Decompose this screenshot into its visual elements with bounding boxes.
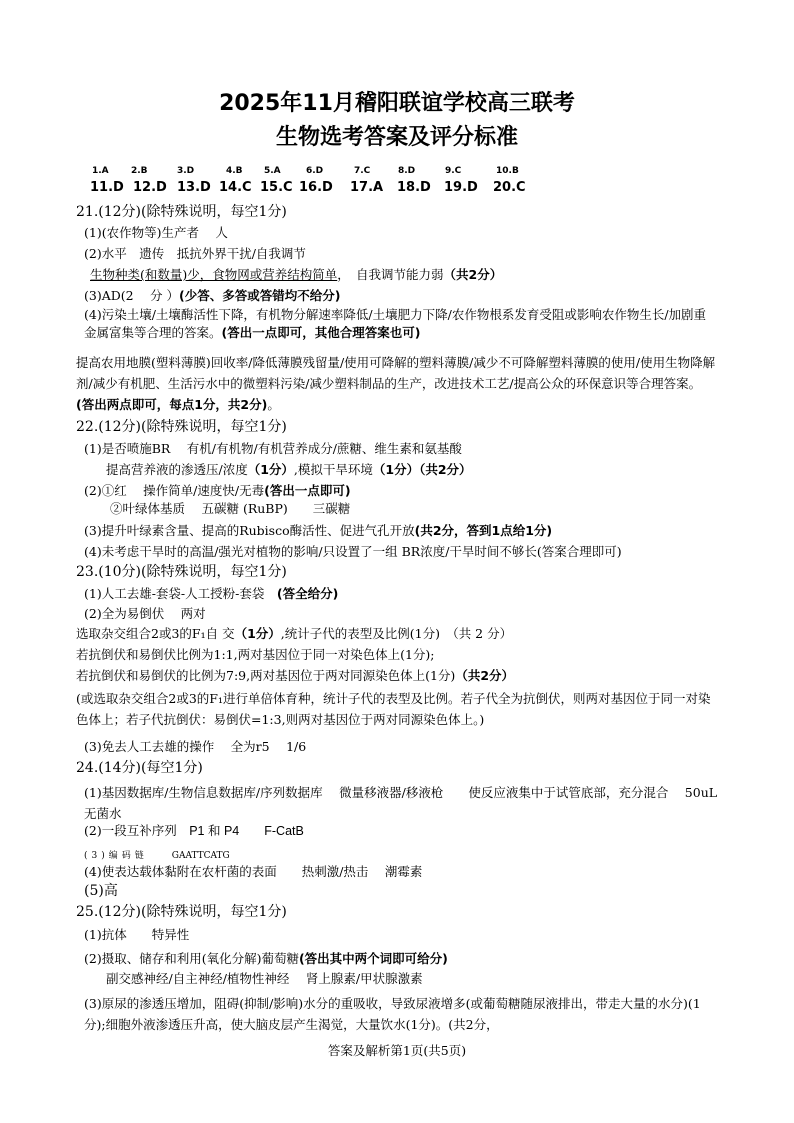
q23-answer-2b-text2: ,统计子代的表型及比例(1分) （共 2 分） — [280, 626, 513, 641]
q22-score-note-1: （1分） — [247, 462, 294, 477]
exam-subtitle: 生物选考答案及评分标准 — [275, 125, 518, 150]
mc-answer-1: 1.A — [92, 166, 109, 176]
q21-answer-2b-underlined: 生物种类(和数量)少，食物网或营养结构简单 — [90, 267, 338, 282]
mc-answer-4: 4.B — [226, 166, 243, 176]
q24-answer-3-label: (3)编码链 — [84, 851, 148, 861]
q22-answer-2b: ②叶绿体基质 五碳糖 (RuBP) 三碳糖 — [110, 501, 351, 516]
mc-answer-11: 11.D — [90, 180, 124, 195]
q23-score-note-1: (答全给分) — [276, 586, 339, 601]
q23-answer-2b-text: 选取杂交组合2或3的F₁自 交 — [76, 626, 235, 641]
q23-heading: 23.(10分)(除特殊说明，每空1分) — [76, 564, 287, 580]
q22-answer-4: (4)未考虑干旱时的高温/强光对植物的影响/只设置了一组 BR浓度/干旱时间不够长(答案合理即可) — [84, 544, 622, 559]
q23-answer-2d — [76, 667, 726, 685]
q22-heading: 22.(12分)(除特殊说明，每空1分) — [76, 419, 287, 435]
q24-answer-4: (4)使表达载体黏附在农杆菌的表面 热刺激/热击 潮霉素 — [84, 864, 423, 879]
mc-answer-2: 2.B — [131, 166, 148, 176]
mc-answer-14: 14.C — [219, 180, 252, 195]
q21-answer-2b — [90, 266, 740, 284]
q23-answer-2b — [76, 625, 726, 643]
q21-score-note-4: (答出两点即可，每点1分，共2分) — [76, 397, 268, 412]
q24-answer-3 — [84, 845, 734, 865]
q22-score-note-3: (答出一点即可) — [264, 483, 351, 498]
mc-answer-18: 18.D — [397, 180, 431, 195]
q24-answer-3-seq: GAATTCATG — [171, 851, 230, 861]
q23-answer-1-text: (1)人工去雄-套袋-人工授粉-套袋 — [84, 586, 277, 601]
q23-answer-2c: 若抗倒伏和易倒伏比例为1:1,两对基因位于同一对染色体上(1分); — [76, 647, 435, 662]
q21-heading: 21.(12分)(除特殊说明，每空1分) — [76, 204, 287, 220]
q25-answer-2-text: (2)摄取、储存和利用(氧化分解)葡萄糖 — [84, 951, 299, 966]
q22-answer-1: (1)是否喷施BR 有机/有机物/有机营养成分/蔗糖、维生素和氨基酸 — [84, 441, 462, 456]
q25-answer-1: (1)抗体 特异性 — [84, 927, 190, 942]
q25-score-note-1: (答出其中两个词即可给分) — [298, 951, 448, 966]
q21-answer-5-end: 。 — [267, 397, 280, 412]
q24-answer-1: (1)基因数据库/生物信息数据库/序列数据库 微量移液器/移液枪 使反应液集中于试管底部，充分混合 50uL 无菌水 — [84, 785, 730, 821]
mc-answer-6: 6.D — [306, 166, 324, 176]
q22-answer-2 — [84, 482, 734, 500]
mc-answer-8: 8.D — [398, 166, 416, 176]
mc-answer-10: 10.B — [496, 166, 519, 176]
q22-answer-1b-text2: ,模拟干旱环境 — [293, 462, 373, 477]
mc-answer-12: 12.D — [133, 180, 167, 195]
mc-answer-3: 3.D — [177, 166, 195, 176]
q23-answer-3: (3)免去人工去雄的操作 全为r5 1/6 — [84, 739, 307, 754]
mc-answer-7: 7.C — [354, 166, 371, 176]
q21-answer-4 — [84, 306, 718, 342]
mc-answer-20: 20.C — [493, 180, 526, 195]
exam-title: 2025年11月稽阳联谊学校高三联考 — [219, 91, 575, 116]
q23-answer-2: (2)全为易倒伏 两对 — [84, 606, 206, 621]
q22-answer-3-text: (3)提升叶绿素含量、提高的Rubisco酶活性、促进气孔开放 — [84, 523, 415, 538]
q24-heading: 24.(14分)(每空1分) — [76, 760, 203, 776]
q25-answer-3: (3)原尿的渗透压增加，阻碍(抑制/影响)水分的重吸收，导致尿液增多(或葡萄糖随尿液排出，带走大量的水分)(1分);细胞外液渗透压升高，使大脑皮层产生渴觉，大量饮水(1分)。(共2分， — [84, 996, 701, 1032]
q25-heading: 25.(12分)(除特殊说明，每空1分) — [76, 904, 287, 920]
mc-answer-17: 17.A — [350, 180, 384, 195]
q23-answer-1 — [84, 585, 734, 603]
mc-answer-15: 15.C — [260, 180, 293, 195]
q23-score-note-2: （1分） — [234, 626, 281, 641]
q21-answer-3 — [84, 287, 734, 305]
q21-score-note-3: (答出一点即可，其他合理答案也可) — [221, 325, 421, 340]
q21-score-note-1: （共2分） — [443, 267, 503, 282]
q22-answer-1b — [106, 461, 756, 479]
q22-answer-1b-text: 提高营养液的渗透压/浓度 — [106, 462, 248, 477]
mc-answer-16: 16.D — [299, 180, 333, 195]
q22-score-note-4: (共2分，答到1点给1分) — [414, 523, 553, 538]
q21-answer-2b-rest: ， 自我调节能力弱 — [337, 267, 444, 282]
q22-score-note-2: （1分）（共2分） — [372, 462, 472, 477]
q23-answer-2d-text: 若抗倒伏和易倒伏的比例为7:9,两对基因位于两对同源染色体上(1分) — [76, 668, 456, 683]
q21-answer-5-text: 提高农用地膜(塑料薄膜)回收率/降低薄膜残留量/使用可降解的塑料薄膜/减少不可降解塑料薄膜的使用/使用生物降解剂/减少有机肥、生活污水中的微塑料污染/减少塑料制品的生产，改进技术工艺/提高公众的环保意识等合理答案。 — [76, 355, 716, 391]
q21-answer-5 — [76, 352, 718, 415]
q25-answer-2b: 副交感神经/自主神经/植物性神经 肾上腺素/甲状腺激素 — [106, 971, 423, 986]
q25-answer-2 — [84, 950, 734, 968]
mc-answer-9: 9.C — [445, 166, 462, 176]
q21-answer-3-text: (3)AD(2 分 ） — [84, 288, 180, 303]
q24-answer-2-text: (2)一段互补序列 — [84, 823, 190, 838]
page-footer: 答案及解析第1页(共5页) — [327, 1043, 467, 1058]
q24-answer-2 — [84, 822, 734, 840]
q22-answer-2-text: (2)①红 操作简单/速度快/无毒 — [84, 483, 265, 498]
q24-answer-5: (5)高 — [84, 883, 118, 899]
mc-answer-19: 19.D — [444, 180, 478, 195]
q21-answer-4-text: (4)污染土壤/土壤酶活性下降，有机物分解速率降低/土壤肥力下降/农作物根系发育受阻或影响农作物生长/加剧重金属富集等合理的答案。 — [84, 307, 707, 340]
q22-answer-3 — [84, 522, 734, 540]
q24-answer-2-primers: P1 和 P4 F-CatB — [189, 824, 304, 838]
mc-answer-5: 5.A — [264, 166, 281, 176]
q21-answer-1: (1)(农作物等)生产者 人 — [84, 225, 228, 240]
q21-answer-2: (2)水平 遗传 抵抗外界干扰/自我调节 — [84, 246, 306, 261]
q21-score-note-2: (少答、多答或答错均不给分) — [179, 288, 341, 303]
q23-answer-2e: (或选取杂交组合2或3的F₁进行单倍体育种，统计子代的表型及比例。若子代全为抗倒伏，则两对基因位于同一对染色体上；若子代抗倒伏：易倒伏=1:3,则两对基因位于两对同源染色体上。) — [76, 691, 711, 727]
q23-score-note-3: （共2分） — [455, 668, 515, 683]
mc-answer-13: 13.D — [177, 180, 211, 195]
